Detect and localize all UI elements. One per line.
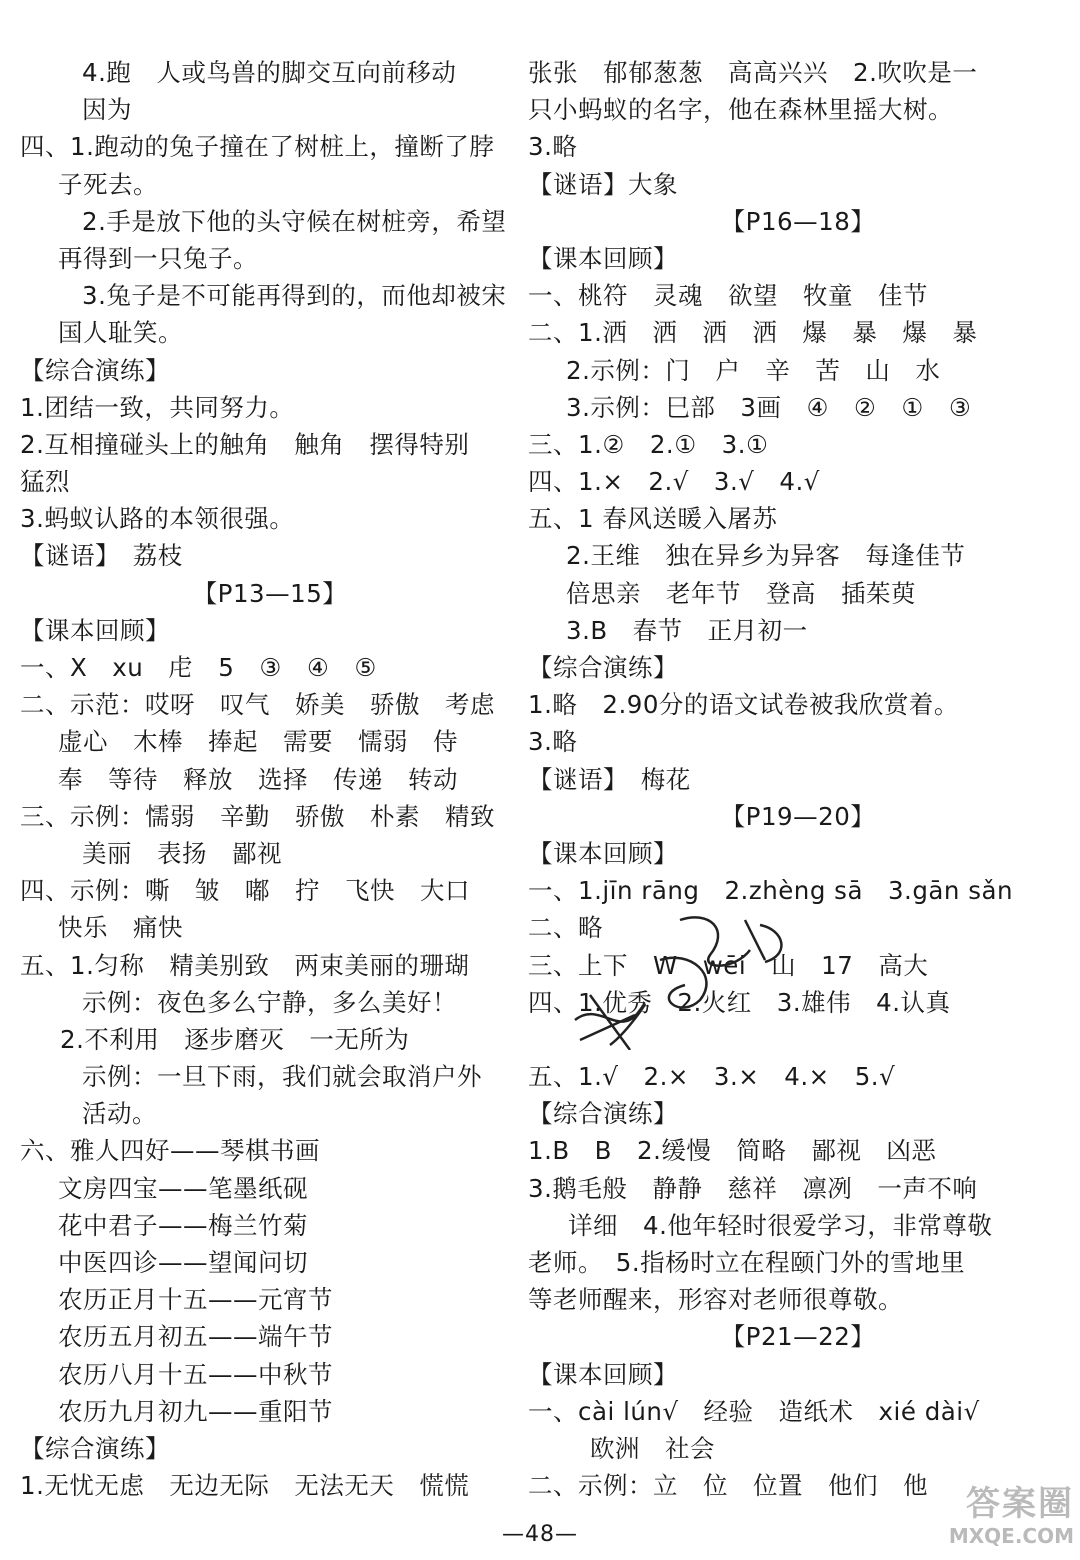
text-line: 五、1.匀称 精美别致 两束美丽的珊瑚 bbox=[20, 950, 470, 980]
text-line: 倍思亲 老年节 登高 插茱萸 bbox=[566, 578, 916, 608]
text-line: 【课本回顾】 bbox=[528, 243, 678, 273]
text-line: 【P21—22】 bbox=[720, 1322, 876, 1352]
text-line: 三、示例：懦弱 辛勤 骄傲 朴素 精致 bbox=[20, 801, 495, 831]
watermark-url: MXQE.COM bbox=[948, 1524, 1074, 1548]
text-line: 二、示范：哎呀 叹气 娇美 骄傲 考虑 bbox=[20, 690, 495, 720]
text-line: 农历五月初五——端午节 bbox=[58, 1322, 333, 1352]
text-line: 欧洲 社会 bbox=[590, 1433, 715, 1463]
text-line: 3.略 bbox=[528, 727, 578, 757]
text-line: 【综合演练】 bbox=[528, 653, 678, 682]
text-line: 1.无忧无虑 无边无际 无法无天 慌慌 bbox=[20, 1471, 470, 1501]
text-line: 2.不利用 逐步磨灭 一无所为 bbox=[60, 1024, 410, 1054]
text-line: 再得到一只兔子。 bbox=[58, 243, 258, 273]
text-line: 六、雅人四好——琴棋书画 bbox=[20, 1136, 320, 1166]
text-line: 示例：一旦下雨，我们就会取消户外 bbox=[82, 1062, 482, 1092]
text-line: 1.B B 2.缓慢 简略 鄙视 凶恶 bbox=[528, 1136, 937, 1166]
text-line: 农历八月十五——中秋节 bbox=[58, 1359, 333, 1389]
text-line: 三、上下 W wēi 山 17 高大 bbox=[528, 950, 929, 980]
text-line: 文房四宝——笔墨纸砚 bbox=[58, 1173, 308, 1203]
text-line: 张张 郁郁葱葱 高高兴兴 2.吹吹是一 bbox=[528, 58, 978, 87]
text-line: 二、略 bbox=[528, 913, 603, 943]
text-line: 四、1.× 2.√ 3.√ 4.√ bbox=[528, 467, 820, 497]
watermark-text: 答案圈 bbox=[966, 1484, 1074, 1524]
text-line: 3.示例：巳部 3画 ④ ② ① ③ bbox=[566, 392, 972, 422]
text-line: 1.略 2.90分的语文试卷被我欣赏着。 bbox=[528, 690, 959, 720]
text-line: 示例：夜色多么宁静，多么美好！ bbox=[82, 987, 457, 1017]
text-line: 猛烈 bbox=[20, 467, 70, 497]
text-line: 2.示例：门 户 辛 苦 山 水 bbox=[566, 355, 941, 385]
text-line: 只小蚂蚁的名字，他在森林里摇大树。 bbox=[528, 95, 953, 125]
text-line: 【综合演练】 bbox=[20, 1433, 170, 1463]
text-line: 五、1.√ 2.× 3.× 4.× 5.√ bbox=[528, 1062, 896, 1092]
text-line: 【课本回顾】 bbox=[528, 838, 678, 868]
text-line: 【P19—20】 bbox=[720, 801, 876, 831]
text-line: 农历正月十五——元宵节 bbox=[58, 1285, 333, 1315]
text-line: 美丽 表扬 鄙视 bbox=[82, 838, 282, 868]
text-line: 一、cài lún√ 经验 造纸术 xié dài√ bbox=[528, 1396, 980, 1426]
text-line: 三、1.② 2.① 3.① bbox=[528, 429, 769, 459]
right-column bbox=[528, 54, 1068, 1504]
text-line: 奉 等待 释放 选择 传递 转动 bbox=[58, 764, 458, 794]
text-line: 2.王维 独在异乡为异客 每逢佳节 bbox=[566, 541, 966, 571]
text-line: 【综合演练】 bbox=[20, 355, 170, 385]
text-line: 【P13—15】 bbox=[192, 578, 348, 608]
text-line: 3.略 bbox=[528, 132, 578, 162]
text-line: 活动。 bbox=[82, 1099, 157, 1129]
text-line: 国人耻笑。 bbox=[58, 318, 183, 348]
text-line: 3.鹅毛般 静静 慈祥 凛冽 一声不响 bbox=[528, 1173, 978, 1203]
text-line: 【谜语】 荔枝 bbox=[20, 541, 183, 571]
text-line: 子死去。 bbox=[58, 169, 158, 199]
text-line: 4.跑 人或鸟兽的脚交互向前移动 bbox=[82, 58, 457, 87]
page-number: —48— bbox=[502, 1522, 578, 1547]
text-line: 3.兔子是不可能再得到的，而他却被宋 bbox=[82, 281, 507, 311]
handwritten-scribble bbox=[560, 900, 800, 1050]
text-line: 一、X xu 虍 5 ③ ④ ⑤ bbox=[20, 653, 377, 682]
text-line: 1.团结一致，共同努力。 bbox=[20, 392, 295, 422]
text-line: 【谜语】 梅花 bbox=[528, 764, 691, 794]
left-column bbox=[20, 54, 520, 1504]
watermark-logo bbox=[884, 1484, 1074, 1554]
text-line: 老师。 5.指杨时立在程颐门外的雪地里 bbox=[528, 1248, 966, 1277]
text-line: 五、1 春风送暖入屠苏 bbox=[528, 504, 778, 534]
text-line: 3.蚂蚁认路的本领很强。 bbox=[20, 504, 295, 534]
text-line: 花中君子——梅兰竹菊 bbox=[58, 1210, 308, 1240]
text-line: 3.B 春节 正月初一 bbox=[566, 615, 808, 645]
text-line: 中医四诊——望闻问切 bbox=[58, 1248, 308, 1277]
text-line: 四、1.优秀 2.火红 3.雄伟 4.认真 bbox=[528, 987, 951, 1017]
text-line: 【综合演练】 bbox=[528, 1099, 678, 1129]
text-line: 【P16—18】 bbox=[720, 206, 876, 236]
text-line: 详细 4.他年轻时很爱学习，非常尊敬 bbox=[568, 1210, 993, 1240]
text-line: 虚心 木棒 捧起 需要 懦弱 侍 bbox=[58, 727, 458, 757]
text-line: 农历九月初九——重阳节 bbox=[58, 1396, 333, 1426]
text-line: 二、1.洒 洒 洒 洒 爆 暴 爆 暴 bbox=[528, 318, 978, 348]
text-line: 因为 bbox=[82, 95, 132, 125]
text-line: 等老师醒来，形容对老师很尊敬。 bbox=[528, 1285, 903, 1315]
text-line: 2.互相撞碰头上的触角 触角 摆得特别 bbox=[20, 429, 470, 459]
text-line: 二、示例：立 位 位置 他们 他 bbox=[528, 1471, 928, 1501]
text-line: 快乐 痛快 bbox=[58, 913, 183, 943]
text-line: 一、1.jīn rāng 2.zhèng sā 3.gān sǎn bbox=[528, 876, 1014, 906]
text-line: 2.手是放下他的头守候在树桩旁，希望 bbox=[82, 206, 507, 236]
text-line: 【课本回顾】 bbox=[528, 1359, 678, 1389]
text-line: 四、示例：嘶 皱 嘟 拧 飞快 大口 bbox=[20, 876, 470, 906]
text-line: 一、桃符 灵魂 欲望 牧童 佳节 bbox=[528, 281, 928, 311]
text-line: 【课本回顾】 bbox=[20, 615, 170, 645]
text-line: 【谜语】大象 bbox=[528, 169, 678, 199]
text-line: 四、1.跑动的兔子撞在了树桩上，撞断了脖 bbox=[20, 132, 495, 162]
